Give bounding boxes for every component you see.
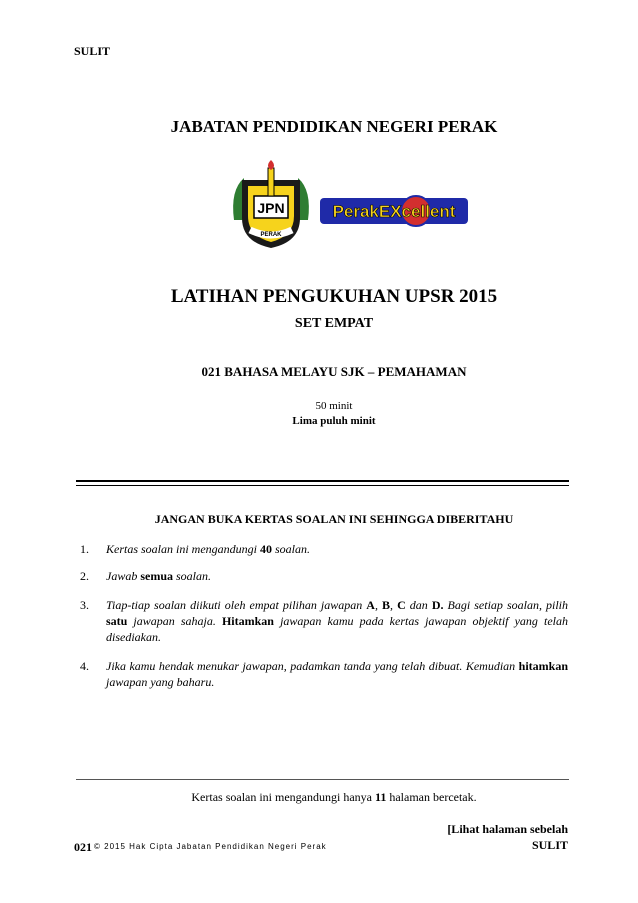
instruction-number: 3. bbox=[80, 598, 89, 612]
page-count-note: Kertas soalan ini mengandungi hanya 11 halaman bercetak. bbox=[191, 790, 477, 804]
instruction-2 bbox=[80, 568, 568, 584]
logo-area bbox=[228, 160, 468, 250]
instruction-3 bbox=[80, 597, 568, 645]
duration-words: Lima puluh minit bbox=[292, 415, 376, 427]
footer-sulit: SULIT bbox=[531, 838, 568, 852]
instruction-body: Jika kamu hendak menukar jawapan, padamkan tanda yang telah dibuat. Kemudian hitamkan jawapan yang baharu. bbox=[106, 659, 568, 689]
set-label: SET EMPAT bbox=[294, 316, 374, 331]
header-sulit: SULIT bbox=[74, 44, 111, 58]
svg-text:JPN: JPN bbox=[257, 200, 285, 216]
instruction-body: Kertas soalan ini mengandungi 40 soalan. bbox=[106, 542, 311, 556]
copyright-text: © 2015 Hak Cipta Jabatan Pendidikan Negeri Perak bbox=[94, 842, 327, 851]
duration-minutes: 50 minit bbox=[315, 400, 353, 412]
instruction-number: 4. bbox=[80, 659, 89, 673]
perak-excellent-logo bbox=[320, 196, 468, 226]
divider-thick bbox=[76, 480, 569, 482]
department-title: JABATAN PENDIDIKAN NEGERI PERAK bbox=[170, 117, 498, 136]
instruction-number: 1. bbox=[80, 542, 89, 556]
warning-text: JANGAN BUKA KERTAS SOALAN INI SEHINGGA DIBERITAHU bbox=[154, 512, 514, 526]
instruction-body: Jawab semua soalan. bbox=[106, 569, 212, 583]
footer-divider bbox=[76, 779, 569, 780]
exam-title: LATIHAN PENGUKUHAN UPSR 2015 bbox=[170, 286, 498, 307]
instruction-body: Tiap-tiap soalan diikuti oleh empat pilihan jawapan A, B, C dan D. Bagi setiap soalan, pilih satu jawapan sahaja. Hitamkan jawapan kamu pada kertas jawapan objektif yang telah disediakan. bbox=[106, 598, 569, 644]
paper-code: 021 bbox=[74, 840, 92, 854]
instruction-1 bbox=[80, 541, 568, 557]
instruction-4 bbox=[80, 658, 568, 690]
perak-crest-logo bbox=[228, 160, 468, 250]
divider-thin bbox=[76, 485, 569, 486]
see-next-page: [Lihat halaman sebelah bbox=[447, 822, 568, 836]
svg-text:PERAK: PERAK bbox=[260, 232, 282, 238]
svg-text:PerakEXcellent: PerakEXcellent bbox=[332, 202, 456, 221]
subject-label: 021 BAHASA MELAYU SJK – PEMAHAMAN bbox=[201, 364, 467, 379]
instruction-number: 2. bbox=[80, 569, 89, 583]
